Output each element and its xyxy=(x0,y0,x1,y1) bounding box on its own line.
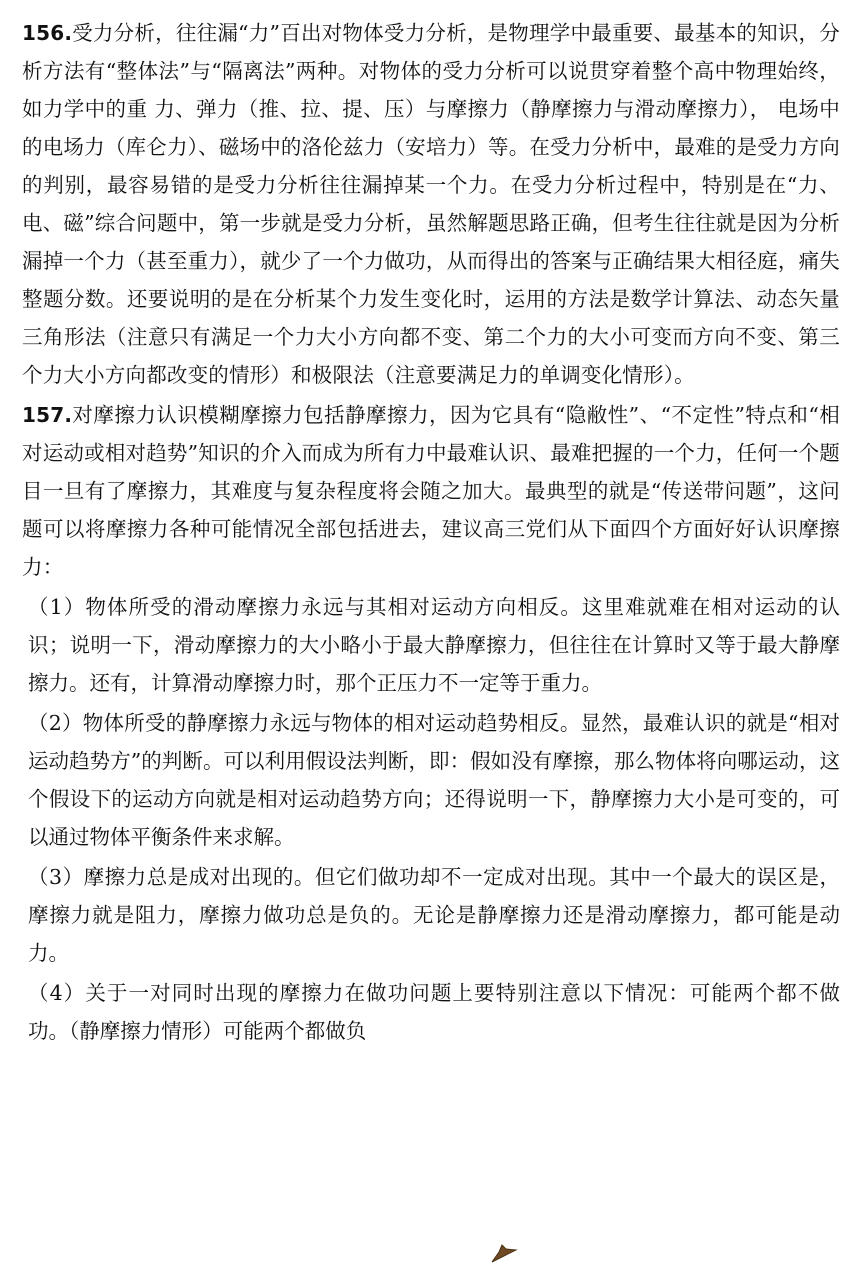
paragraph-156 xyxy=(22,14,840,394)
item-number-157: 157. xyxy=(22,403,73,427)
subitem-3: （3）摩擦力总是成对出现的。但它们做功却不一定成对出现。其中一个最大的误区是，摩擦力就是阻力，摩擦力做功总是负的。无论是静摩擦力还是滑动摩擦力，都可能是动力。 xyxy=(28,865,840,965)
item-number-156: 156. xyxy=(22,21,73,45)
subitem-2: （2）物体所受的静摩擦力永远与物体的相对运动趋势相反。显然，最难认识的就是“相对运动趋势方”的判断。可以利用假设法判断，即：假如没有摩擦，那么物体将向哪运动，这个假设下的运动方向就是相对运动趋势方向；还得说明一下，静摩擦力大小是可变的，可以通过物体平衡条件来求解。 xyxy=(28,711,840,849)
paragraph-157 xyxy=(22,396,840,586)
item-text-157: 对摩擦力认识模糊摩擦力包括静摩擦力，因为它具有“隐敝性”、“不定性”特点和“相对运动或相对趋势”知识的介入而成为所有力中最难认识、最难把握的一个力，任何一个题目一旦有了摩擦力，其难度与复杂程度将会随之加大。最典型的就是“传送带问题”，这问题可以将摩擦力各种可能情况全部包括进去，建议高三党们从下面四个方面好好认识摩擦力： xyxy=(22,403,840,579)
subitem-4: （4）关于一对同时出现的摩擦力在做功问题上要特别注意以下情况：可能两个都不做功。（静摩擦力情形）可能两个都做负 xyxy=(28,981,840,1043)
subitem-1: （1）物体所受的滑动摩擦力永远与其相对运动方向相反。这里难就难在相对运动的认识；说明一下，滑动摩擦力的大小略小于最大静摩擦力，但往往在计算时又等于最大静摩擦力。还有，计算滑动摩擦力时，那个正压力不一定等于重力。 xyxy=(28,595,840,695)
item-text-156: 受力分析，往往漏“力”百出对物体受力分析，是物理学中最重要、最基本的知识，分析方法有“整体法”与“隔离法”两种。对物体的受力分析可以说贯穿着整个高中物理始终，如力学中的重 力、弹力（推、拉、提、压）与摩擦力（静摩擦力与滑动摩擦力）， 电场中的电场力（库仑力）、磁场中的洛伦兹力（安培力）等。在受力分析中，最难的是受力方向的判别，最容易错的是受力分析往往漏掉某一个力。在受力分析过程中，特别是在“力、电、磁”综合问题中，第一步就是受力分析，虽然解题思路正确，但考生往往就是因为分析漏掉一个力（甚至重力），就少了一个力做功，从而得出的答案与正确结果大相径庭，痛失整题分数。还要说明的是在分析某个力发生变化时，运用的方法是数学计算法、动态矢量三角形法（注意只有满足一个力大小方向都不变、第二个力的大小可变而方向不变、第三个力大小方向都改变的情形）和极限法（注意要满足力的单调变化情形）。 xyxy=(22,21,840,387)
mouse-cursor-icon xyxy=(490,1244,520,1266)
